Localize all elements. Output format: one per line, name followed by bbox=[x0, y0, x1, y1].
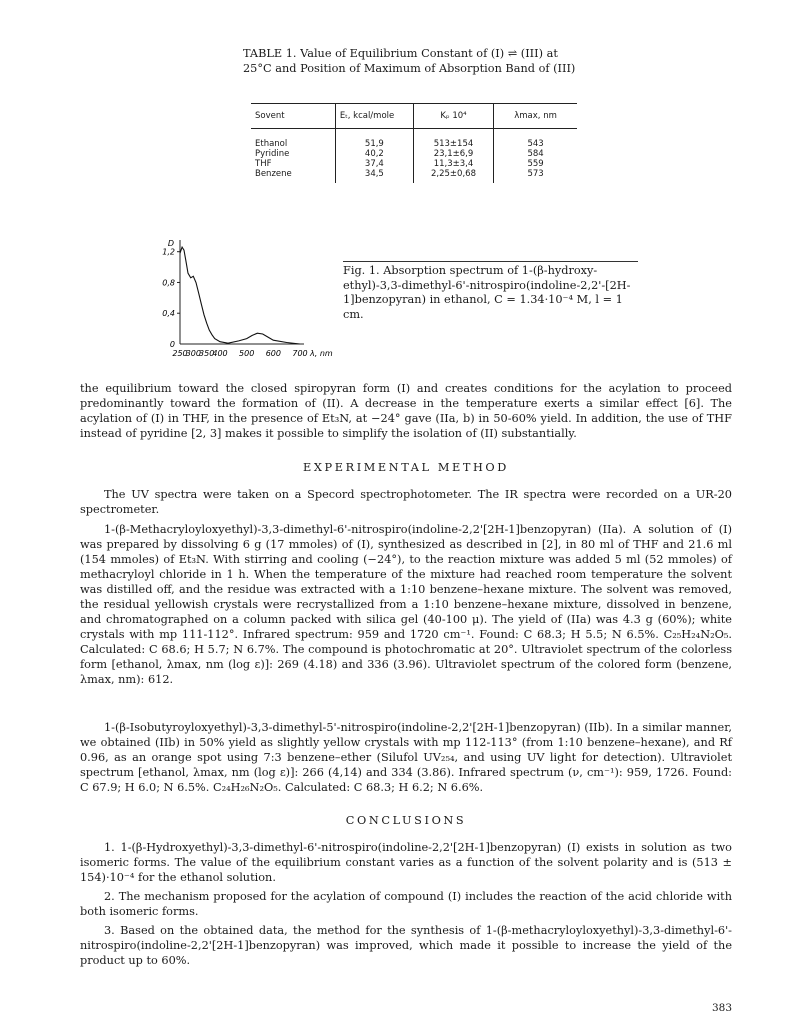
col-kp: Kₚ 10⁴ bbox=[413, 104, 493, 129]
paragraph-synthesis-iia: 1-(β-Methacryloyloxyethyl)-3,3-dimethyl-6'-nitrospiro(indoline-2,2'[2H-1]benzopyran) (IIa). A solution of (I) was prepared by dissolving 6 g (17 mmoles) of (I), synthesized as described in [2], in 80 ml of THF and 21.6 ml (154 mmoles) of Et₃N. With stirring and cooling (−24°), to the reaction mixture was added 5 ml (52 mmoles) of methacryloyl chloride in 1 h. When the temperature of the mixture had reached room temperature the solvent was distilled off, and the residue was extracted with a 1:10 benzene–hexane mixture. The solvent was removed, the residual yellowish crystals were recrystallized from a 1:10 benzene–hexane mixture, dissolved in benzene, and chromatographed on a column packed with silica gel (40-100 μ). The yield of (IIa) was 4.3 g (60%); white crystals with mp 111-112°. Infrared spectrum: 959 and 1720 cm⁻¹. Found: C 68.3; H 5.5; N 6.5%. C₂₅H₂₄N₂O₅. Calculated: C 68.6; H 5.7; N 6.7%. The compound is photochromatic at 20°. Ultraviolet spectrum of the colorless form [ethanol, λmax, nm (log ε)]: 269 (4.18) and 336 (3.96). Ultraviolet spectrum of the colored form (benzene, λmax, nm): 612. bbox=[80, 523, 732, 686]
heading-conclusions: CONCLUSIONS bbox=[345, 814, 467, 827]
table-cell: 584 bbox=[494, 149, 577, 159]
page-number: 383 bbox=[711, 1002, 732, 1014]
table-cell: 51,9 bbox=[335, 129, 413, 150]
x-tick-label: 400 bbox=[212, 349, 228, 358]
conclusion-3: 3. Based on the obtained data, the method for the synthesis of 1-(β-methacryloyloxyethyl)-3,3-dimethyl-6'-nitrospiro(indoline-2,2'[2H-1]benzopyran) was improved, which made it possible to increase the yield of the product up to 60%. bbox=[80, 924, 732, 967]
table-cell: Ethanol bbox=[255, 139, 288, 149]
x-axis-label: λ, nm bbox=[310, 349, 333, 358]
x-tick-label: 500 bbox=[239, 349, 255, 358]
x-tick-label: 600 bbox=[265, 349, 281, 358]
table-row bbox=[251, 159, 577, 169]
x-tick-label: 250 bbox=[172, 349, 188, 358]
table-body bbox=[251, 129, 577, 184]
table-cell: 37,4 bbox=[335, 159, 413, 169]
conclusion-1: 1. 1-(β-Hydroxyethyl)-3,3-dimethyl-6'-nitrospiro(indoline-2,2'[2H-1]benzopyran) (I) exists in solution as two isomeric forms. The value of the equilibrium constant varies as a function of the solvent polarity and is (513 ± 154)·10⁻⁴ for the ethanol solution. bbox=[80, 841, 732, 884]
paragraph-synthesis-iib: 1-(β-Isobutyroyloxyethyl)-3,3-dimethyl-5'-nitrospiro(indoline-2,2'[2H-1]benzopyran) (IIb). In a similar manner, we obtained (IIb) in 50% yield as slightly yellow crystals with mp 112-113° (from 1:10 benzene–hexane), and Rf 0.96, as an orange spot using 7:3 benzene–ether (Silufol UV₂₅₄, and using UV light for detection). Ultraviolet spectrum [ethanol, λmax, nm (log ε)]: 266 (4,14) and 334 (3.86). Infrared spectrum (ν, cm⁻¹): 959, 1726. Found: C 67.9; H 6.0; N 6.5%. C₂₄H₂₆N₂O₅. Calculated: C 68.3; H 6.2; N 6.6%. bbox=[80, 721, 732, 794]
table-cell: 23,1±6,9 bbox=[413, 149, 493, 159]
equilibrium-table bbox=[251, 103, 577, 183]
table-cell: 573 bbox=[494, 169, 577, 183]
table-caption: TABLE 1. Value of Equilibrium Constant of (I) ⇌ (III) at 25°C and Position of Maximum of Absorption Band of (III) bbox=[243, 47, 576, 75]
conclusion-2: 2. The mechanism proposed for the acylation of compound (I) includes the reaction of the acid chloride with both isomeric forms. bbox=[80, 890, 732, 918]
table-cell: 543 bbox=[494, 129, 577, 150]
paragraph-spectra: The UV spectra were taken on a Specord spectrophotometer. The IR spectra were recorded on a UR-20 spectrometer. bbox=[80, 488, 732, 516]
col-et: Eₜ, kcal/mole bbox=[335, 104, 413, 129]
table-cell: 11,3±3,4 bbox=[413, 159, 493, 169]
spectrum-line bbox=[180, 247, 300, 344]
table-row bbox=[251, 169, 577, 183]
table-cell: 34,5 bbox=[335, 169, 413, 183]
table-cell: THF bbox=[255, 159, 272, 169]
x-tick-label: 300 bbox=[185, 349, 201, 358]
y-tick-label: 0 bbox=[169, 340, 175, 349]
y-tick-label: 0,4 bbox=[162, 309, 175, 319]
y-tick-label: 1,2 bbox=[162, 247, 175, 257]
table-cell: 2,25±0,68 bbox=[413, 169, 493, 183]
table-cell: 513±154 bbox=[413, 129, 493, 150]
y-axis-label: D bbox=[167, 239, 174, 248]
paragraph-equilibrium: the equilibrium toward the closed spiropyran form (I) and creates conditions for the acylation to proceed predominantly toward the formation of (II). A decrease in the temperature exerts a similar effect [6]. The acylation of (I) in THF, in the presence of Et₃N, at −24° gave (IIa, b) in 50-60% yield. In addition, the use of THF instead of pyridine [2, 3] makes it possible to simplify the isolation of (II) substantially. bbox=[80, 382, 732, 440]
table-cell: 559 bbox=[494, 159, 577, 169]
table-cell: 40,2 bbox=[335, 149, 413, 159]
table-row bbox=[251, 129, 577, 150]
table-header-row bbox=[251, 104, 577, 129]
col-solvent: Sovent bbox=[251, 104, 335, 129]
heading-experimental: EXPERIMENTAL METHOD bbox=[303, 461, 509, 474]
table-row bbox=[251, 149, 577, 159]
y-tick-label: 0,8 bbox=[162, 278, 175, 288]
x-tick-label: 350 bbox=[199, 349, 215, 358]
absorption-spectrum-chart bbox=[160, 232, 333, 362]
x-tick-label: 700 bbox=[292, 349, 308, 358]
col-lambda: λmax, nm bbox=[494, 104, 577, 129]
table-cell: Benzene bbox=[255, 169, 292, 179]
figure-caption: Fig. 1. Absorption spectrum of 1-(β-hydroxy-ethyl)-3,3-dimethyl-6'-nitrospiro(indoline-2,2'-[2H-1]benzopyran) in ethanol, C = 1.34·10⁻⁴ M, l = 1 cm. bbox=[343, 261, 638, 322]
table-cell: Pyridine bbox=[255, 149, 290, 159]
